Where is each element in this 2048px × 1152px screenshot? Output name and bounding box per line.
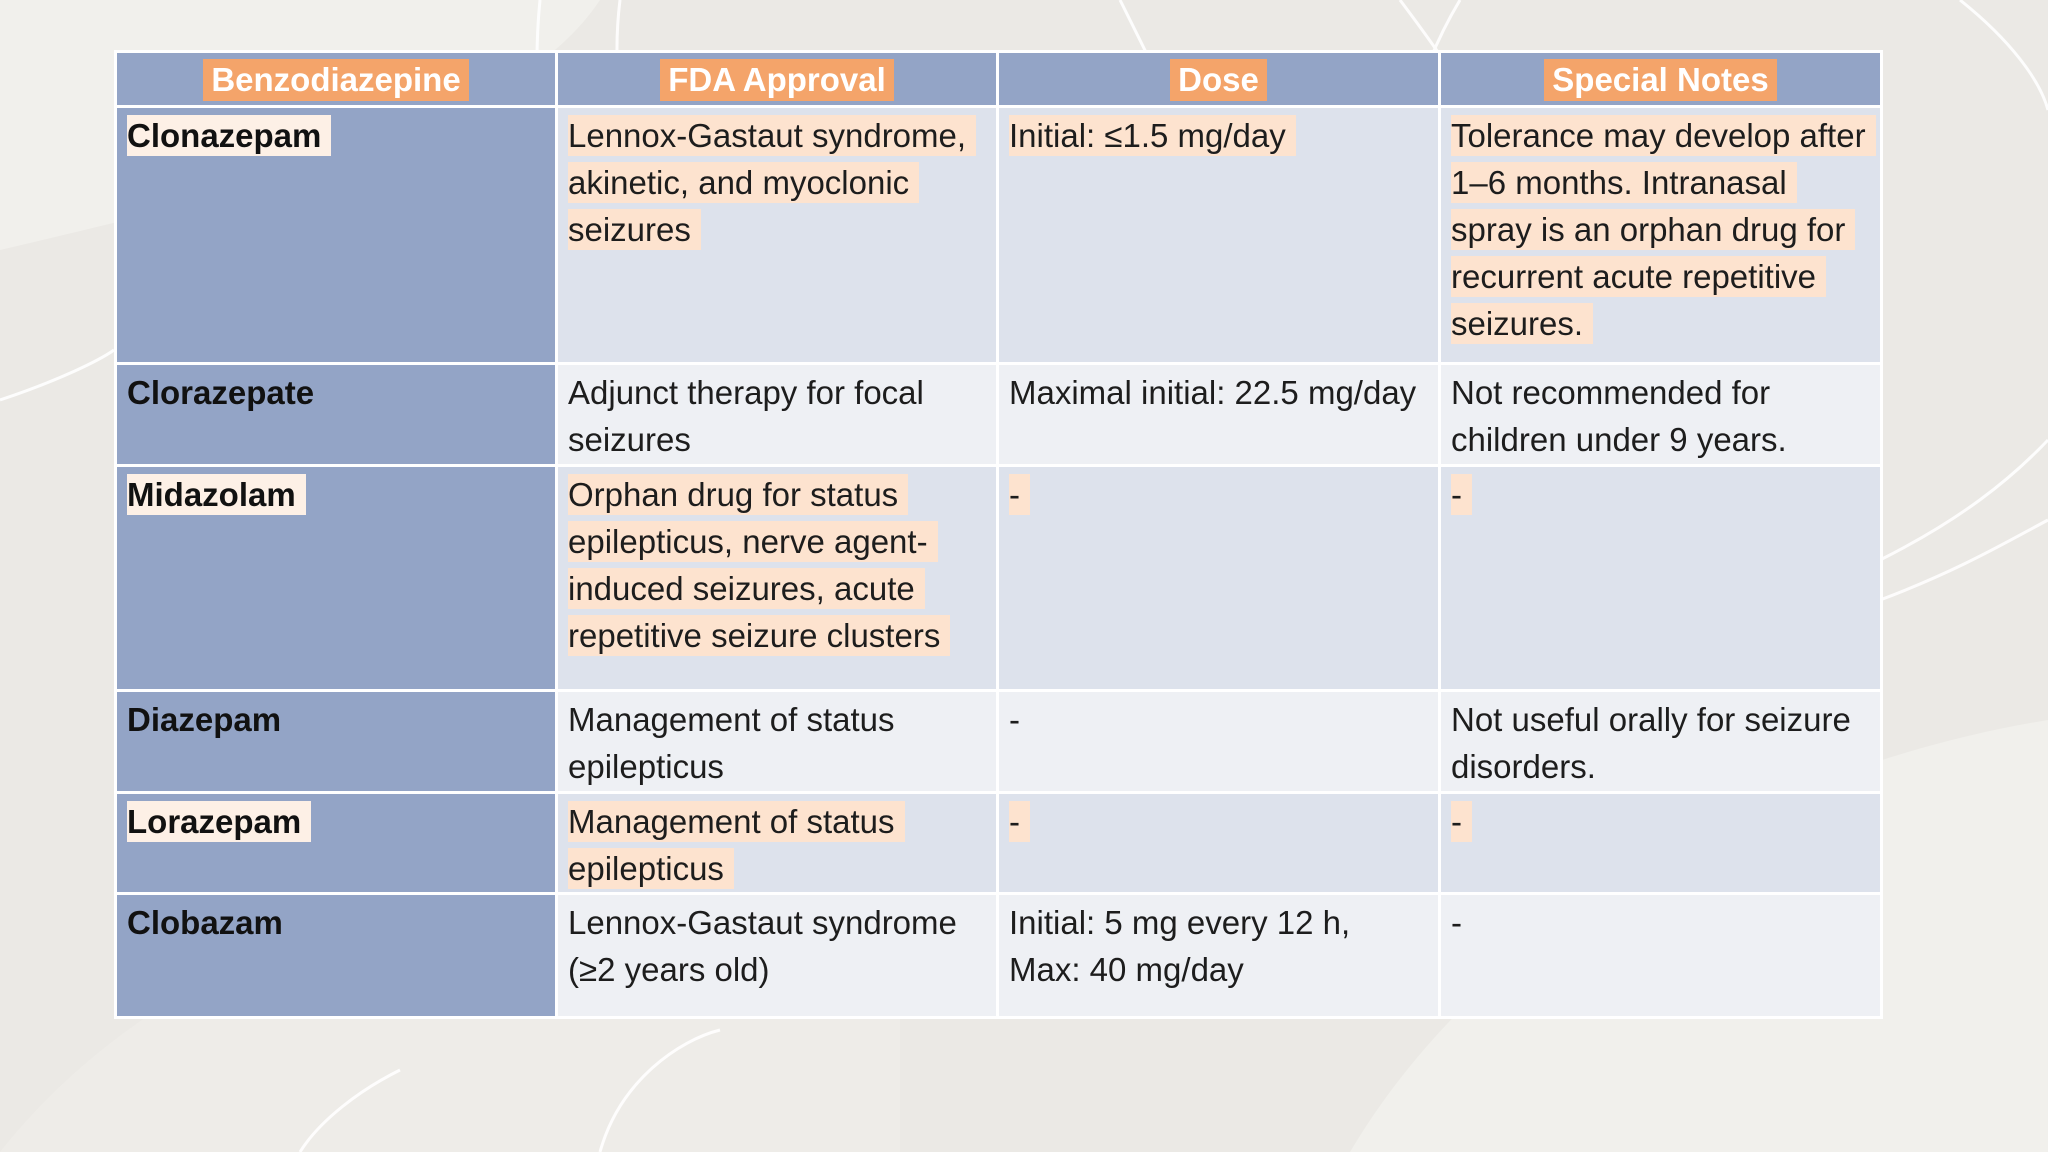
header-label: FDA Approval [660, 59, 894, 101]
table-row [116, 466, 1882, 691]
notes-text: - [1451, 801, 1472, 842]
drug-name: Lorazepam [127, 801, 311, 842]
approval-cell [557, 894, 998, 1018]
drug-name: Clonazepam [127, 115, 331, 156]
dose-cell [998, 894, 1440, 1018]
dose-cell [998, 793, 1440, 894]
drug-cell [116, 107, 557, 364]
approval-cell [557, 793, 998, 894]
approval-cell [557, 107, 998, 364]
dose-text: Initial: 5 mg every 12 h, Max: 40 mg/day [1009, 904, 1351, 988]
notes-cell [1440, 691, 1882, 793]
drug-cell [116, 691, 557, 793]
header-label: Dose [1170, 59, 1267, 101]
table-row [116, 894, 1882, 1018]
table-row [116, 793, 1882, 894]
notes-text: - [1451, 474, 1472, 515]
notes-cell [1440, 466, 1882, 691]
table-header-row [116, 52, 1882, 107]
drug-cell [116, 364, 557, 466]
table-row [116, 691, 1882, 793]
notes-text: - [1451, 904, 1462, 941]
dose-text: - [1009, 474, 1030, 515]
drug-name: Clobazam [127, 904, 283, 941]
header-dose [998, 52, 1440, 107]
benzodiazepine-table-container [114, 50, 1880, 1019]
approval-cell [557, 691, 998, 793]
header-label: Benzodiazepine [203, 59, 468, 101]
notes-cell [1440, 364, 1882, 466]
drug-cell [116, 894, 557, 1018]
notes-text: Not useful orally for seizure disorders. [1451, 701, 1851, 785]
dose-cell [998, 364, 1440, 466]
header-fda-approval [557, 52, 998, 107]
notes-text: Tolerance may develop after 1–6 months. Intranasal spray is an orphan drug for recurrent acute repetitive seizures. [1451, 115, 1876, 344]
approval-text: Lennox-Gastaut syndrome, akinetic, and myoclonic seizures [568, 115, 976, 250]
approval-text: Management of status epilepticus [568, 801, 905, 889]
header-special-notes [1440, 52, 1882, 107]
header-label: Special Notes [1544, 59, 1776, 101]
notes-cell [1440, 894, 1882, 1018]
notes-cell [1440, 107, 1882, 364]
approval-text: Management of status epilepticus [568, 701, 895, 785]
dose-cell [998, 691, 1440, 793]
dose-cell [998, 466, 1440, 691]
approval-text: Adjunct therapy for focal seizures [568, 374, 924, 458]
benzodiazepine-table [114, 50, 1883, 1019]
drug-name: Clorazepate [127, 374, 315, 411]
dose-text: Maximal initial: 22.5 mg/day [1009, 374, 1417, 411]
dose-text: - [1009, 801, 1030, 842]
notes-text: Not recommended for children under 9 years. [1451, 374, 1787, 458]
table-row [116, 107, 1882, 364]
approval-text: Lennox-Gastaut syndrome (≥2 years old) [568, 904, 957, 988]
drug-cell [116, 466, 557, 691]
dose-text: Initial: ≤1.5 mg/day [1009, 115, 1296, 156]
approval-text: Orphan drug for status epilepticus, nerve agent-induced seizures, acute repetitive seizure clusters [568, 474, 950, 656]
drug-name: Diazepam [127, 701, 282, 738]
drug-name: Midazolam [127, 474, 306, 515]
table-row [116, 364, 1882, 466]
notes-cell [1440, 793, 1882, 894]
header-benzodiazepine [116, 52, 557, 107]
approval-cell [557, 364, 998, 466]
approval-cell [557, 466, 998, 691]
drug-cell [116, 793, 557, 894]
dose-text: - [1009, 701, 1020, 738]
dose-cell [998, 107, 1440, 364]
